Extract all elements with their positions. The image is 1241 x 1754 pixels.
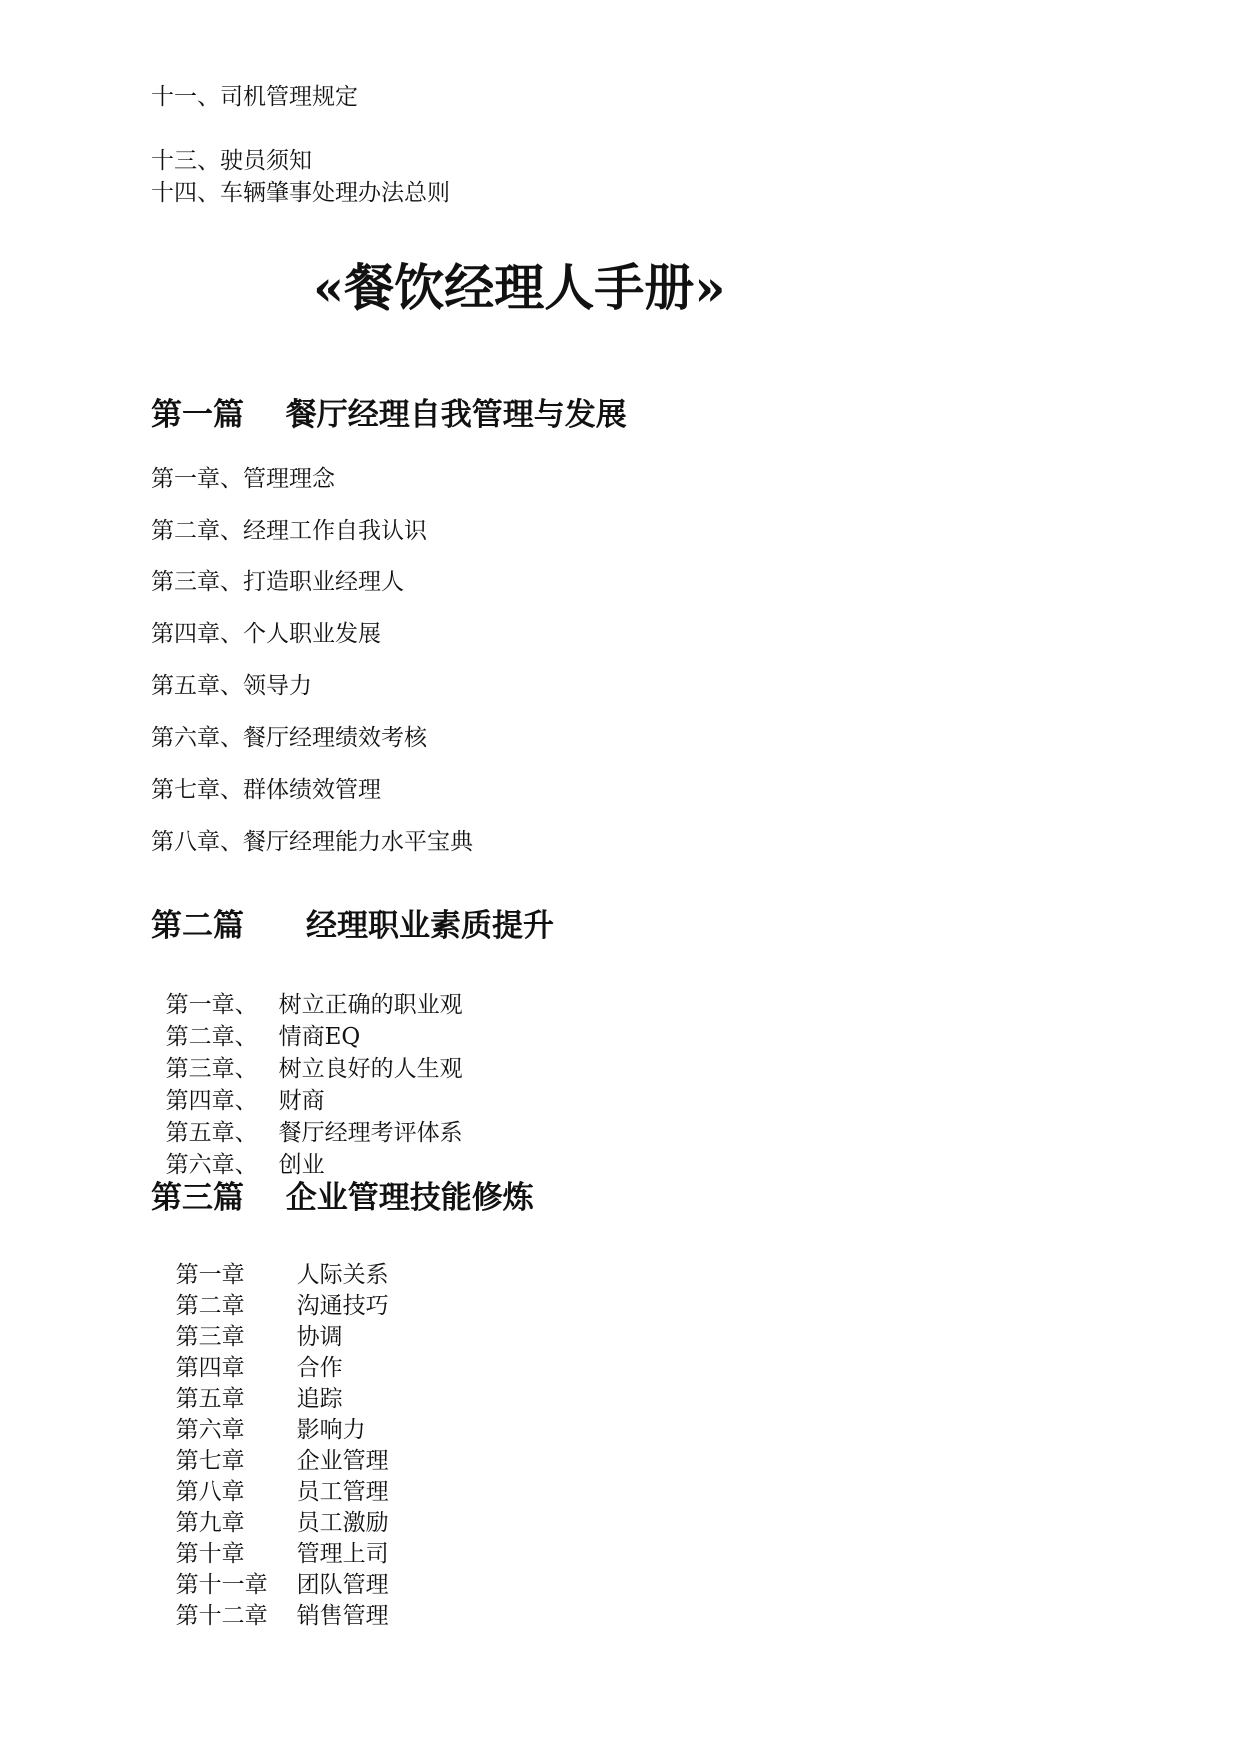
- chapter-item: 第八章、餐厅经理能力水平宝典: [151, 829, 473, 855]
- chapter-title: 树立正确的职业观: [278, 992, 463, 1018]
- chapter-number: 第十二章: [175, 1603, 268, 1629]
- chapter-number: 第四章: [175, 1355, 245, 1381]
- chapter-title: 企业管理: [296, 1448, 389, 1474]
- part-heading: 第二篇 经理职业素质提升: [151, 908, 554, 944]
- chapter-number: 第六章、: [165, 1152, 258, 1178]
- chapter-number: 第五章、: [165, 1120, 258, 1146]
- chapter-item: 第六章、餐厅经理绩效考核: [151, 725, 427, 751]
- chapter-item: 第二章、经理工作自我认识: [151, 518, 427, 544]
- document-title: «餐饮经理人手册»: [313, 258, 726, 317]
- chapter-title: 团队管理: [296, 1572, 389, 1598]
- chapter-number: 第八章: [175, 1479, 245, 1505]
- chapter-title: 餐厅经理考评体系: [278, 1120, 463, 1146]
- chapter-number: 第二章: [175, 1293, 245, 1319]
- chapter-item: 第五章、领导力: [151, 673, 312, 699]
- chapter-title: 创业: [278, 1152, 325, 1178]
- chapter-title: 树立良好的人生观: [278, 1056, 463, 1082]
- list-item: 十一、司机管理规定: [151, 84, 358, 110]
- chapter-number: 第一章: [175, 1262, 245, 1288]
- chapter-number: 第四章、: [165, 1088, 258, 1114]
- list-item: 十四、车辆肇事处理办法总则: [151, 180, 450, 206]
- chapter-title: 员工管理: [296, 1479, 389, 1505]
- chapter-number: 第十一章: [175, 1572, 268, 1598]
- chapter-item: 第四章、个人职业发展: [151, 621, 381, 647]
- chapter-number: 第九章: [175, 1510, 245, 1536]
- chapter-number: 第三章: [175, 1324, 245, 1350]
- chapter-title: 财商: [278, 1088, 325, 1114]
- list-item: 十三、驶员须知: [151, 148, 312, 174]
- chapter-title: 协调: [296, 1324, 343, 1350]
- chapter-number: 第五章: [175, 1386, 245, 1412]
- chapter-row: [161, 1571, 389, 1631]
- chapter-item: 第一章、管理理念: [151, 466, 335, 492]
- chapter-title: 销售管理: [296, 1603, 389, 1629]
- chapter-number: 第一章、: [165, 992, 258, 1018]
- chapter-title: 人际关系: [296, 1262, 389, 1288]
- chapter-title: 管理上司: [296, 1541, 389, 1567]
- chapter-item: 第七章、群体绩效管理: [151, 777, 381, 803]
- chapter-title: 影响力: [296, 1417, 366, 1443]
- chapter-title: 追踪: [296, 1386, 343, 1412]
- chapter-title: 情商EQ: [278, 1024, 361, 1050]
- chapter-title: 合作: [296, 1355, 343, 1381]
- chapter-title: 员工激励: [296, 1510, 389, 1536]
- chapter-number: 第六章: [175, 1417, 245, 1443]
- chapter-title: 沟通技巧: [296, 1293, 389, 1319]
- chapter-number: 第七章: [175, 1448, 245, 1474]
- part-heading: 第一篇 餐厅经理自我管理与发展: [151, 397, 627, 433]
- chapter-number: 第三章、: [165, 1056, 258, 1082]
- chapter-number: 第二章、: [165, 1024, 258, 1050]
- part-heading: 第三篇 企业管理技能修炼: [151, 1180, 534, 1216]
- chapter-item: 第三章、打造职业经理人: [151, 569, 404, 595]
- chapter-number: 第十章: [175, 1541, 245, 1567]
- chapter-row: [151, 1120, 325, 1180]
